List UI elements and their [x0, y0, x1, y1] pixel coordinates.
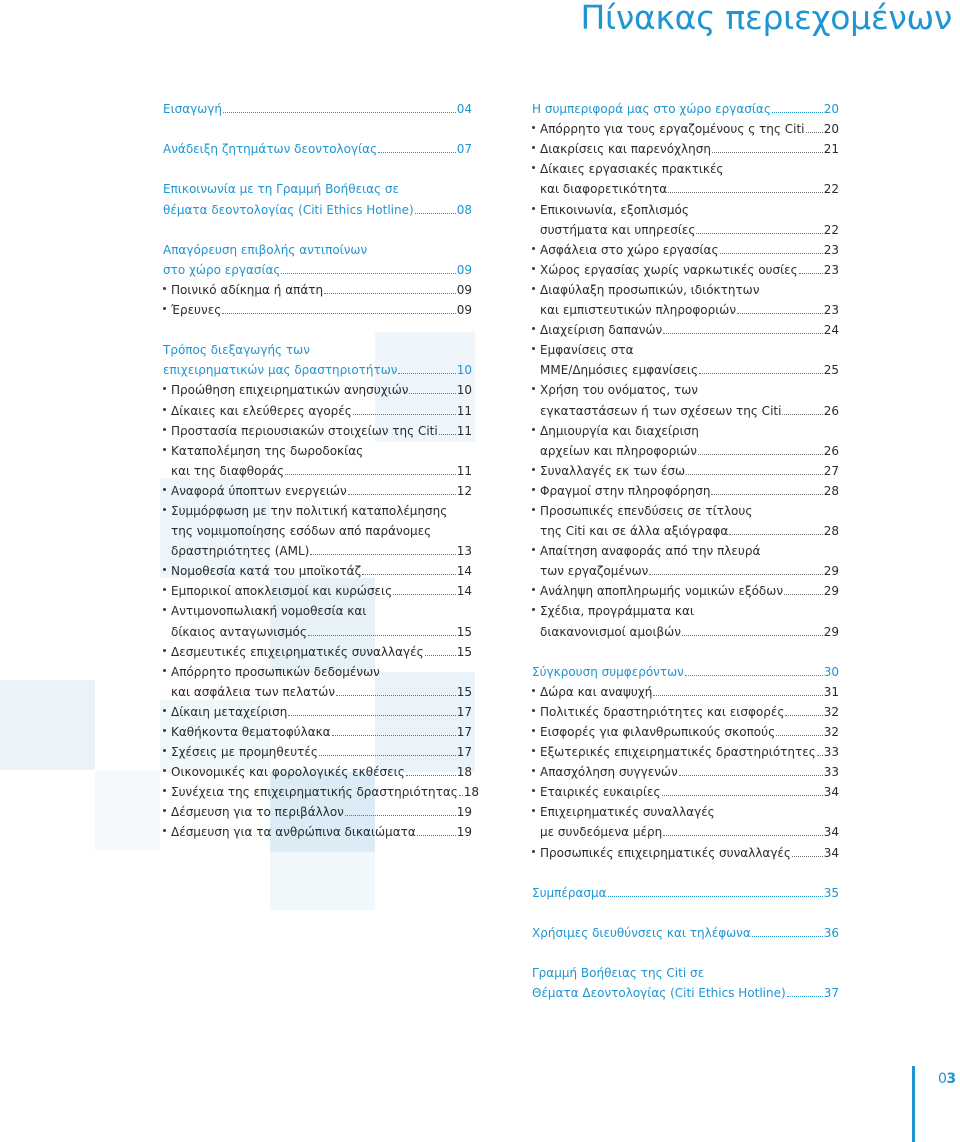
toc-entry[interactable] — [163, 418, 472, 438]
toc-entry[interactable] — [532, 759, 839, 779]
toc-entry-title: Συνέχεια της επιχειρηματικής δραστηριότητας — [171, 785, 458, 800]
toc-dot-leader — [696, 233, 822, 234]
toc-dot-leader — [686, 474, 823, 475]
toc-page-number: 31 — [823, 684, 839, 699]
toc-page-number: 15 — [456, 684, 472, 699]
toc-dot-leader — [417, 835, 456, 836]
toc-entry-title: Πολιτικές δραστηριότητες και εισφορές — [540, 704, 785, 719]
toc-page-number: 21 — [823, 142, 839, 157]
toc-section-entry[interactable] — [163, 237, 472, 257]
toc-entry-title: Δέσμευση για το περιβάλλον — [171, 805, 344, 820]
toc-entry-title: Συμπέρασμα — [532, 885, 607, 900]
toc-page-number: 33 — [823, 765, 839, 780]
toc-dot-leader — [439, 434, 456, 435]
toc-entry-title: Έρευνες — [171, 303, 222, 318]
toc-dot-leader — [608, 896, 823, 897]
toc-page-number: 35 — [823, 885, 839, 900]
toc-entry[interactable] — [532, 839, 839, 859]
toc-spacer — [532, 900, 839, 920]
toc-page-number: 17 — [456, 704, 472, 719]
toc-page-number: 28 — [823, 524, 839, 539]
page-number — [938, 1071, 956, 1087]
toc-entry-title: επιχειρηματικών μας δραστηριοτήτων — [163, 363, 398, 378]
toc-entry-title: Απόρρητο προσωπικών δεδομένων — [171, 664, 380, 679]
toc-dot-leader — [336, 695, 456, 696]
toc-page-number: 07 — [456, 142, 472, 157]
toc-dot-leader — [409, 393, 455, 394]
toc-entry[interactable] — [532, 237, 839, 257]
toc-page-number: 18 — [463, 785, 480, 800]
toc-entry-title: Επικοινωνία, εξοπλισμός — [540, 202, 689, 217]
toc-entry-title: Δεσμευτικές επιχειρηματικές συναλλαγές — [171, 644, 424, 659]
toc-entry-title: Ανάληψη αποπληρωμής νομικών εξόδων — [540, 584, 784, 599]
toc-entry-title: Ασφάλεια στο χώρο εργασίας — [540, 242, 719, 257]
toc-entry[interactable] — [163, 699, 472, 719]
toc-entry-title: Διαχείριση δαπανών — [540, 323, 663, 338]
toc-entry[interactable] — [532, 518, 839, 538]
toc-entry-title: Αναφορά ύποπτων ενεργειών — [171, 483, 347, 498]
toc-page-number: 27 — [823, 463, 839, 478]
toc-entry-title: Σχέδια, προγράμματα και — [540, 604, 694, 619]
toc-entry[interactable] — [532, 578, 839, 598]
toc-page-number: 23 — [823, 303, 839, 318]
toc-dot-leader — [324, 293, 456, 294]
toc-entry[interactable] — [532, 277, 839, 297]
toc-page-number: 11 — [456, 463, 472, 478]
toc-entry-title: Προώθηση επιχειρηματικών ανησυχιών — [171, 383, 409, 398]
toc-entry-title: δίκαιος ανταγωνισμός — [171, 624, 307, 639]
toc-entry[interactable] — [532, 418, 839, 438]
toc-entry[interactable] — [163, 518, 472, 538]
toc-entry[interactable] — [163, 297, 472, 317]
toc-entry-title: Αντιμονοπωλιακή νομοθεσία και — [171, 604, 367, 619]
toc-entry-title: Καταπολέμηση της δωροδοκίας — [171, 443, 364, 458]
toc-entry-title: Οικονομικές και φορολογικές εκθέσεις — [171, 765, 405, 780]
toc-entry-title: Νομοθεσία κατά του μποϊκοτάζ — [171, 564, 362, 579]
toc-entry-title: Ανάδειξη ζητημάτων δεοντολογίας — [163, 142, 378, 157]
toc-page-number: 29 — [823, 564, 839, 579]
toc-section-entry[interactable] — [532, 880, 839, 900]
toc-entry[interactable] — [532, 618, 839, 638]
toc-entry[interactable] — [532, 598, 839, 618]
toc-dot-leader — [711, 494, 822, 495]
toc-dot-leader — [285, 474, 456, 475]
toc-page-number: 28 — [823, 483, 839, 498]
toc-entry-title: Θέματα Δεοντολογίας (Citi Ethics Hotline) — [532, 986, 786, 1001]
toc-entry[interactable] — [532, 779, 839, 799]
toc-entry[interactable] — [163, 799, 472, 819]
toc-page-number: 25 — [823, 363, 839, 378]
toc-dot-leader — [782, 414, 822, 415]
toc-entry[interactable] — [163, 719, 472, 739]
toc-dot-leader — [319, 755, 456, 756]
toc-spacer — [532, 940, 839, 960]
toc-entry[interactable] — [532, 196, 839, 216]
toc-page-number: 09 — [456, 303, 472, 318]
toc-entry[interactable] — [532, 538, 839, 558]
toc-entry-title: και εμπιστευτικών πληροφοριών — [540, 303, 737, 318]
toc-page-number: 23 — [823, 262, 839, 277]
page-number-prefix: 0 — [938, 1071, 947, 1087]
toc-entry-title: Απαίτηση αναφοράς από την πλευρά — [540, 544, 761, 559]
toc-dot-leader — [737, 313, 823, 314]
toc-section-entry[interactable] — [532, 980, 839, 1000]
toc-entry-title: Απασχόληση συγγενών — [540, 765, 678, 780]
toc-entry-title: Χρήση του ονόματος, των — [540, 383, 698, 398]
toc-page-number: 04 — [456, 102, 472, 117]
toc-entry[interactable] — [532, 116, 839, 136]
toc-spacer — [532, 860, 839, 880]
toc-column-right — [532, 96, 839, 1000]
toc-page-number: 10 — [456, 383, 472, 398]
toc-dot-leader — [792, 856, 823, 857]
toc-entry-title: θέματα δεοντολογίας (Citi Ethics Hotline) — [163, 202, 414, 217]
toc-dot-leader — [353, 414, 456, 415]
toc-dot-leader — [679, 775, 823, 776]
toc-entry-title: δραστηριότητες (AML) — [171, 544, 310, 559]
toc-dot-leader — [699, 373, 823, 374]
toc-dot-leader — [406, 775, 456, 776]
toc-entry[interactable] — [163, 759, 472, 779]
toc-dot-leader — [425, 655, 456, 656]
toc-page-number: 08 — [456, 202, 472, 217]
toc-entry[interactable] — [532, 217, 839, 237]
toc-entry-title: Εμφανίσεις στα — [540, 343, 634, 358]
toc-page-number: 24 — [823, 323, 839, 338]
decor-square — [270, 852, 375, 910]
toc-entry[interactable] — [532, 317, 839, 337]
toc-entry[interactable] — [163, 498, 472, 518]
toc-page-number: 26 — [823, 443, 839, 458]
toc-page-number: 09 — [456, 282, 472, 297]
toc-page-number: 36 — [823, 925, 839, 940]
toc-dot-leader — [662, 795, 823, 796]
toc-entry-title: της Citi και σε άλλα αξιόγραφα — [540, 524, 729, 539]
toc-entry-title: συστήματα και υπηρεσίες — [540, 222, 696, 237]
toc-page-number: 15 — [456, 624, 472, 639]
toc-entry-title: και διαφορετικότητα — [540, 182, 668, 197]
toc-column-left — [163, 96, 480, 840]
toc-dot-leader — [799, 273, 823, 274]
toc-section-entry[interactable] — [163, 196, 472, 216]
toc-entry[interactable] — [532, 297, 839, 317]
toc-entry[interactable] — [163, 819, 472, 839]
toc-page-number: 22 — [823, 222, 839, 237]
toc-entry[interactable] — [532, 377, 839, 397]
toc-entry[interactable] — [163, 478, 472, 498]
toc-spacer — [163, 317, 472, 337]
toc-entry-title: Χρήσιμες διευθύνσεις και τηλέφωνα — [532, 925, 751, 940]
toc-dot-leader — [720, 253, 823, 254]
toc-entry[interactable] — [163, 679, 472, 699]
toc-dot-leader — [817, 755, 823, 756]
toc-entry-title: Φραγμοί στην πληροφόρηση — [540, 483, 711, 498]
toc-entry-title: Εισφορές για φιλανθρωπικούς σκοπούς — [540, 725, 776, 739]
toc-entry-title: Δίκαιες εργασιακές πρακτικές — [540, 162, 724, 177]
toc-entry[interactable] — [163, 438, 472, 458]
toc-dot-leader — [281, 273, 455, 274]
toc-entry-title: εγκαταστάσεων ή των σχέσεων της Citi — [540, 403, 782, 418]
toc-page-number: 14 — [456, 584, 472, 599]
toc-section-entry[interactable] — [163, 337, 472, 357]
toc-entry[interactable] — [163, 458, 472, 478]
toc-page-number: 22 — [823, 182, 839, 197]
toc-page-number: 33 — [823, 745, 839, 760]
toc-dot-leader — [459, 795, 463, 796]
toc-entry-title: Γραμμή Βοήθειας της Citi σε — [532, 966, 705, 981]
toc-entry-title: Απόρρητο για τους εργαζομένους ς της Citi — [540, 122, 805, 137]
toc-entry[interactable] — [163, 639, 472, 659]
toc-entry[interactable] — [532, 739, 839, 759]
toc-page-number: 13 — [456, 544, 472, 559]
toc-entry-title: στο χώρο εργασίας — [163, 262, 281, 277]
decor-square — [95, 770, 160, 850]
toc-entry[interactable] — [532, 458, 839, 478]
toc-page-number: 11 — [456, 423, 472, 438]
toc-section-entry[interactable] — [532, 96, 839, 116]
toc-entry-title: Σχέσεις με προμηθευτές — [171, 745, 318, 760]
toc-page-number: 34 — [823, 845, 839, 860]
toc-section-entry[interactable] — [163, 357, 472, 377]
toc-page-number: 17 — [456, 725, 472, 739]
toc-entry-title: Εμπορικοί αποκλεισμοί και κυρώσεις — [171, 584, 393, 599]
toc-dot-leader — [785, 715, 822, 716]
toc-dot-leader — [345, 815, 456, 816]
toc-page-number: 37 — [823, 986, 839, 1001]
toc-dot-leader — [668, 192, 823, 193]
toc-section-entry[interactable] — [532, 920, 839, 940]
toc-entry[interactable] — [532, 257, 839, 277]
toc-spacer — [163, 156, 472, 176]
toc-section-entry[interactable] — [163, 257, 472, 277]
toc-dot-leader — [712, 152, 823, 153]
toc-page-number: 23 — [823, 242, 839, 257]
toc-entry-title: Δίκαιη μεταχείριση — [171, 704, 288, 719]
toc-entry[interactable] — [163, 397, 472, 417]
toc-page-number: 15 — [456, 644, 472, 659]
toc-entry-title: Σύγκρουση συμφερόντων — [532, 664, 684, 679]
toc-entry[interactable] — [532, 478, 839, 498]
toc-section-entry[interactable] — [163, 136, 472, 156]
toc-dot-leader — [698, 454, 823, 455]
toc-spacer — [532, 639, 839, 659]
toc-entry[interactable] — [163, 377, 472, 397]
toc-page-number: 32 — [823, 704, 839, 719]
toc-entry[interactable] — [532, 498, 839, 518]
toc-entry-title: Ποινικό αδίκημα ή απάτη — [171, 282, 324, 297]
toc-dot-leader — [776, 735, 823, 736]
toc-dot-leader — [772, 112, 823, 113]
toc-page-number: 17 — [456, 745, 472, 760]
toc-entry[interactable] — [532, 719, 839, 739]
toc-page-number: 11 — [456, 403, 472, 418]
toc-entry-title: Διακρίσεις και παρενόχληση — [540, 142, 711, 157]
toc-entry-title: Εταιρικές ευκαιρίες — [540, 785, 661, 800]
page-number-digit: 3 — [946, 1071, 956, 1087]
decor-square — [0, 680, 95, 770]
toc-entry[interactable] — [532, 799, 839, 819]
toc-entry-title: Απαγόρευση επιβολής αντιποίνων — [163, 242, 368, 257]
toc-dot-leader — [310, 554, 455, 555]
toc-spacer — [163, 116, 472, 136]
toc-entry-title: και της διαφθοράς — [171, 463, 285, 478]
toc-entry[interactable] — [163, 779, 480, 800]
toc-entry[interactable] — [163, 598, 472, 618]
toc-entry[interactable] — [532, 136, 839, 156]
toc-entry-title: Δέσμευση για τα ανθρώπινα δικαιώματα — [171, 825, 416, 840]
toc-dot-leader — [378, 152, 456, 153]
toc-page-number: 20 — [823, 102, 839, 117]
toc-dot-leader — [332, 735, 456, 736]
toc-dot-leader — [649, 574, 822, 575]
toc-entry[interactable] — [532, 337, 839, 357]
toc-entry[interactable] — [163, 277, 472, 297]
toc-page-number: 14 — [456, 564, 472, 579]
toc-entry[interactable] — [532, 357, 839, 377]
toc-entry-title: Επικοινωνία με τη Γραμμή Βοήθειας σε — [163, 182, 399, 197]
toc-entry-title: Χώρος εργασίας χωρίς ναρκωτικές ουσίες — [540, 262, 798, 277]
toc-entry-title: των εργαζομένων — [540, 564, 649, 579]
toc-page-number: 29 — [823, 624, 839, 639]
toc-entry-title: Εισαγωγή — [163, 102, 223, 117]
toc-entry[interactable] — [163, 739, 472, 759]
toc-dot-leader — [308, 635, 456, 636]
toc-dot-leader — [415, 213, 456, 214]
toc-entry-title: και ασφάλεια των πελατών — [171, 684, 336, 699]
toc-section-entry[interactable] — [532, 960, 839, 980]
toc-page-number: 32 — [823, 725, 839, 739]
toc-entry-title: Τρόπος διεξαγωγής των — [163, 343, 310, 358]
toc-entry-title: Προσωπικές επενδύσεις σε τίτλους — [540, 503, 753, 518]
toc-entry-title: Δώρα και αναψυχή — [540, 684, 653, 699]
toc-dot-leader — [685, 675, 823, 676]
page-number-bar — [912, 1066, 915, 1142]
toc-page-number: 09 — [456, 262, 472, 277]
toc-section-entry[interactable] — [163, 176, 472, 196]
toc-entry-title: Διαφύλαξη προσωπικών, ιδιόκτητων — [540, 282, 760, 297]
toc-page-number: 12 — [456, 483, 472, 498]
toc-entry-title: Συμμόρφωση με την πολιτική καταπολέμησης — [171, 503, 448, 518]
toc-dot-leader — [663, 835, 822, 836]
toc-page-number: 18 — [456, 765, 472, 780]
toc-entry-title: Καθήκοντα θεματοφύλακα — [171, 725, 331, 739]
toc-dot-leader — [223, 112, 456, 113]
toc-page-number: 10 — [456, 363, 472, 378]
toc-dot-leader — [393, 594, 456, 595]
toc-entry-title: Προσωπικές επιχειρηματικές συναλλαγές — [540, 845, 791, 860]
toc-section-entry[interactable] — [532, 659, 839, 679]
toc-dot-leader — [682, 635, 823, 636]
toc-dot-leader — [398, 373, 455, 374]
toc-dot-leader — [653, 695, 822, 696]
toc-entry[interactable] — [532, 558, 839, 578]
toc-entry[interactable] — [532, 156, 839, 176]
toc-entry-title: Συναλλαγές εκ των έσω — [540, 463, 686, 478]
toc-page-number: 20 — [823, 122, 839, 137]
toc-entry-title: Δημιουργία και διαχείριση — [540, 423, 699, 438]
toc-dot-leader — [787, 996, 823, 997]
toc-dot-leader — [784, 594, 823, 595]
toc-page-number: 30 — [823, 664, 839, 679]
toc-entry-title: Δίκαιες και ελεύθερες αγορές — [171, 403, 352, 418]
toc-entry-title: αρχείων και πληροφοριών — [540, 443, 698, 458]
toc-entry-title: διακανονισμοί αμοιβών — [540, 624, 681, 639]
toc-entry[interactable] — [532, 176, 839, 196]
toc-page-number: 19 — [456, 805, 472, 820]
toc-entry[interactable] — [532, 819, 839, 839]
toc-dot-leader — [288, 715, 455, 716]
toc-dot-leader — [348, 494, 456, 495]
toc-entry-title: με συνδεόμενα μέρη — [540, 825, 663, 840]
toc-entry[interactable] — [163, 618, 472, 638]
toc-entry-title: Επιχειρηματικές συναλλαγές — [540, 805, 715, 820]
toc-dot-leader — [729, 534, 822, 535]
toc-entry-title: Προστασία περιουσιακών στοιχείων της Citi — [171, 423, 438, 438]
toc-dot-leader — [222, 313, 455, 314]
toc-dot-leader — [663, 333, 823, 334]
toc-entry-title: Η συμπεριφορά μας στο χώρο εργασίας — [532, 102, 771, 117]
toc-entry[interactable] — [532, 699, 839, 719]
toc-entry-title: ΜΜΕ/Δημόσιες εμφανίσεις — [540, 363, 699, 378]
toc-dot-leader — [752, 936, 823, 937]
toc-spacer — [163, 217, 472, 237]
toc-entry[interactable] — [163, 578, 472, 598]
toc-entry[interactable] — [163, 558, 472, 578]
toc-entry[interactable] — [532, 438, 839, 458]
toc-entry[interactable] — [163, 659, 472, 679]
page-title: Πίνακας περιεχομένων — [580, 0, 952, 37]
toc-entry[interactable] — [163, 538, 472, 558]
toc-page-number: 29 — [823, 584, 839, 599]
toc-dot-leader — [362, 574, 456, 575]
toc-page-number: 34 — [823, 825, 839, 840]
toc-page-number: 19 — [456, 825, 472, 840]
toc-dot-leader — [806, 132, 823, 133]
toc-page-number: 26 — [823, 403, 839, 418]
toc-entry[interactable] — [532, 397, 839, 417]
toc-entry-title: Εξωτερικές επιχειρηματικές δραστηριότητες — [540, 745, 816, 760]
toc-page-number: 34 — [823, 785, 839, 800]
toc-entry[interactable] — [532, 679, 839, 699]
toc-section-entry[interactable] — [163, 96, 472, 116]
toc-entry-title: της νομιμοποίησης εσόδων από παράνομες — [171, 524, 432, 539]
